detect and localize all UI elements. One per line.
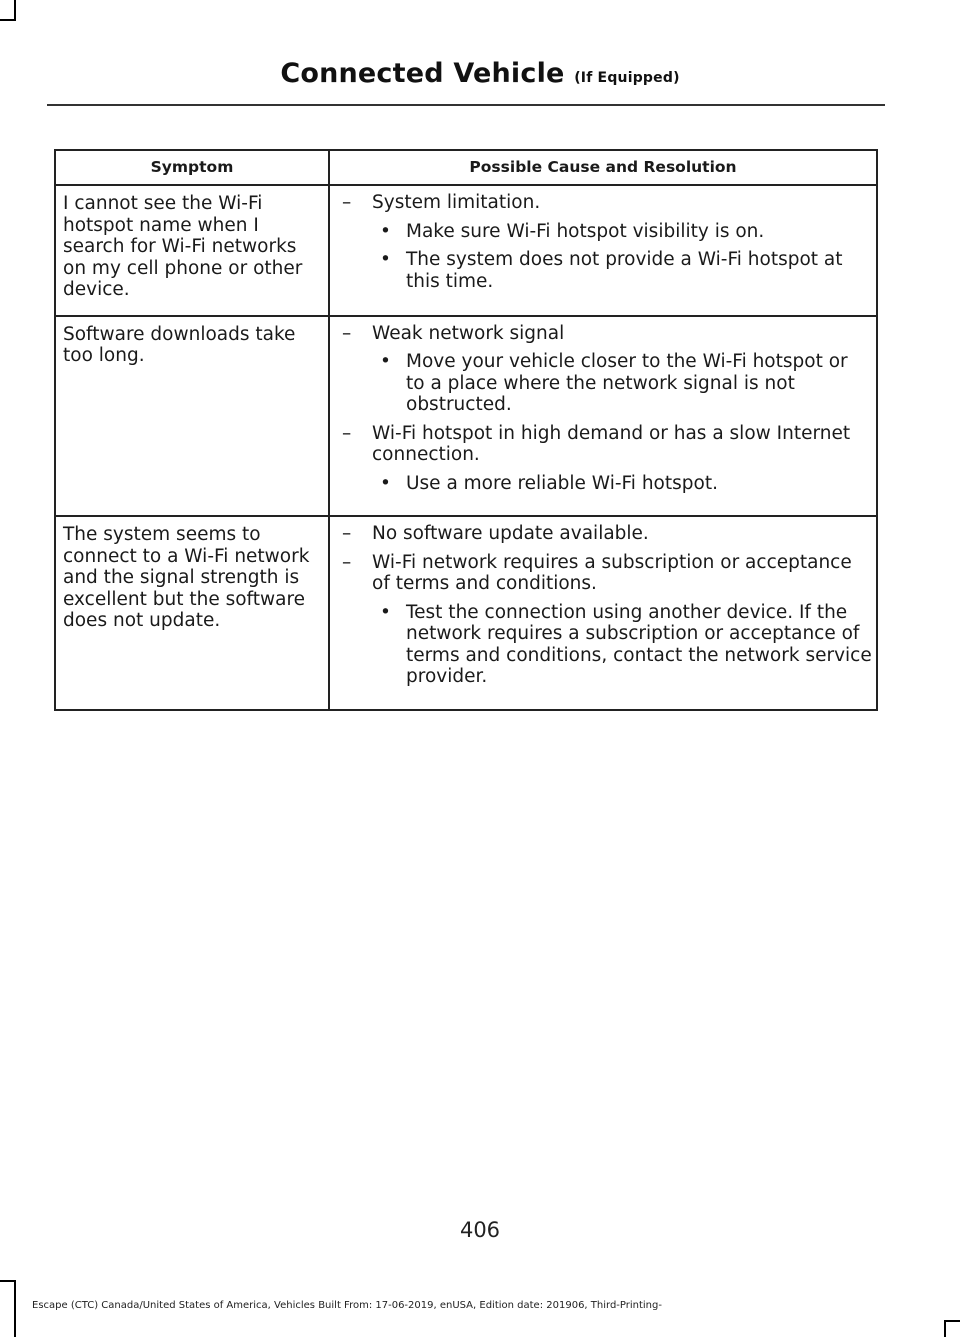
page-title-qualifier: (If Equipped) [574, 70, 680, 86]
troubleshooting-table [54, 149, 878, 711]
symptom-cell: I cannot see the Wi-Fi hotspot name when I search for Wi-Fi networks on my cell phone or other device. [55, 185, 329, 316]
cause-marker: – [342, 523, 352, 544]
table-header-row [55, 150, 877, 185]
table-row [55, 316, 877, 517]
cause-text: Wi-Fi hotspot in high demand or has a slow Internet connection. [372, 422, 851, 465]
crop-mark-bottom-left [14, 1280, 16, 1337]
resolution-cell [329, 185, 877, 316]
cause-item [342, 323, 872, 345]
resolution-text: Move your vehicle closer to the Wi-Fi hotspot or to a place where the network signal is not obstructed. [406, 351, 848, 415]
header-rule [47, 104, 885, 106]
cause-text: No software update available. [372, 523, 649, 544]
cause-text: Wi-Fi network requires a subscription or acceptance of terms and conditions. [372, 551, 852, 594]
resolution-text: Use a more reliable Wi-Fi hotspot. [406, 472, 718, 494]
table-row [55, 185, 877, 316]
resolution-item [342, 602, 872, 688]
cause-text: Weak network signal [372, 322, 565, 344]
symptom-cell: The system seems to connect to a Wi-Fi network and the signal strength is excellent but the software does not update. [55, 516, 329, 710]
cause-item [342, 423, 872, 466]
footer-text: Escape (CTC) Canada/United States of America, Vehicles Built From: 17-06-2019, enUSA, Edition date: 201906, Third-Printing- [32, 1300, 662, 1311]
table-row [55, 516, 877, 710]
cause-marker: – [342, 192, 352, 213]
column-header-symptom: Symptom [55, 150, 329, 185]
page-header [0, 58, 960, 89]
resolution-item [342, 351, 872, 416]
resolution-text: Make sure Wi-Fi hotspot visibility is on. [406, 220, 765, 242]
bullet-marker: • [380, 249, 391, 270]
cause-marker: – [342, 422, 352, 444]
resolution-item [342, 221, 872, 243]
crop-mark-top-left [14, 0, 16, 20]
crop-mark-top-left-horizontal [0, 19, 16, 21]
cause-item [342, 523, 872, 545]
resolution-item [342, 249, 872, 292]
resolution-item [342, 473, 872, 495]
crop-mark-bottom-right [944, 1320, 946, 1337]
crop-mark-bottom-left-horizontal [0, 1280, 16, 1282]
crop-mark-bottom-right-horizontal [944, 1320, 960, 1322]
resolution-cell [329, 316, 877, 517]
bullet-marker: • [380, 601, 391, 623]
bullet-marker: • [380, 351, 391, 372]
cause-marker: – [342, 551, 352, 573]
cause-text: System limitation. [372, 192, 541, 213]
cause-item [342, 552, 872, 595]
bullet-marker: • [380, 220, 391, 242]
cause-marker: – [342, 322, 352, 344]
page-number: 406 [459, 1218, 501, 1242]
resolution-cell [329, 516, 877, 710]
resolution-text: The system does not provide a Wi-Fi hotspot at this time. [406, 249, 843, 292]
page-title: Connected Vehicle [280, 58, 565, 89]
symptom-cell: Software downloads take too long. [55, 316, 329, 517]
cause-item [342, 192, 872, 214]
bullet-marker: • [380, 472, 391, 494]
column-header-resolution: Possible Cause and Resolution [329, 150, 877, 185]
resolution-text: Test the connection using another device. If the network requires a subscription or acceptance of terms and conditions, contact the network service provider. [406, 601, 872, 687]
